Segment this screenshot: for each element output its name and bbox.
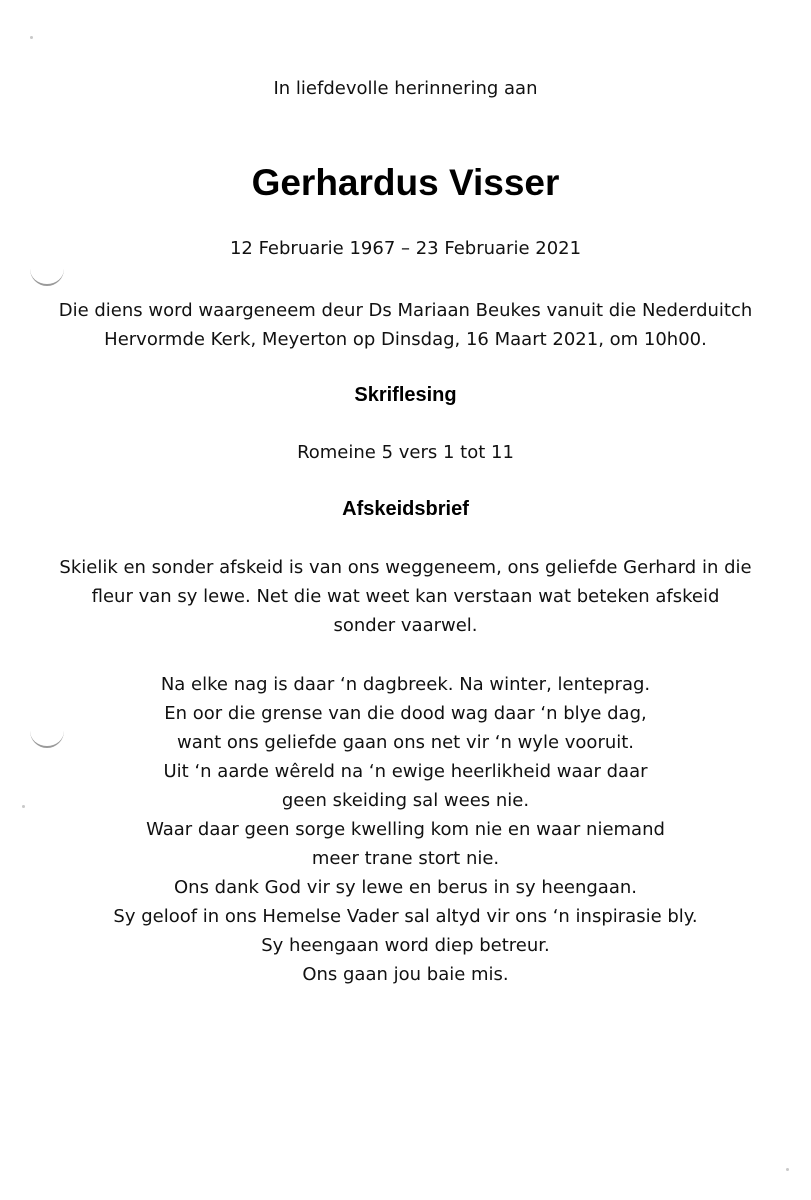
poem-line: Ons gaan jou baie mis.	[302, 964, 509, 985]
poem-line: Uit ‘n aarde wêreld na ‘n ewige heerlikheid waar daar	[163, 761, 648, 782]
service-line: Hervormde Kerk, Meyerton op Dinsdag, 16 Maart 2021, om 10h00.	[104, 329, 707, 350]
scan-speck	[30, 36, 33, 39]
intro-text: In liefdevolle herinnering aan	[273, 78, 538, 99]
life-dates: 12 Februarie 1967 – 23 Februarie 2021	[229, 238, 582, 259]
poem-line: Sy geloof in ons Hemelse Vader sal altyd vir ons ‘n inspirasie bly.	[113, 906, 698, 927]
farewell-heading: Afskeidsbrief	[342, 498, 469, 520]
scripture-heading: Skriflesing	[354, 384, 457, 406]
service-line: Die diens word waargeneem deur Ds Mariaan Beukes vanuit die Nederduitch	[58, 300, 753, 321]
poem-line: geen skeiding sal wees nie.	[281, 790, 530, 811]
punch-hole	[30, 262, 64, 286]
service-details	[0, 296, 811, 354]
letter-line: Skielik en sonder afskeid is van ons weggeneem, ons geliefde Gerhard in die	[59, 557, 752, 578]
deceased-name: Gerhardus Visser	[251, 162, 560, 203]
poem-line: Ons dank God vir sy lewe en berus in sy heengaan.	[174, 877, 637, 898]
letter-line: fleur van sy lewe. Net die wat weet kan verstaan wat beteken afskeid	[91, 586, 720, 607]
poem-line: meer trane stort nie.	[311, 848, 500, 869]
poem-line: want ons geliefde gaan ons net vir ‘n wyle vooruit.	[176, 732, 635, 753]
poem-line: En oor die grense van die dood wag daar ‘n blye dag,	[164, 703, 647, 724]
poem-line: Sy heengaan word diep betreur.	[261, 935, 550, 956]
letter-line: sonder vaarwel.	[333, 615, 478, 636]
farewell-letter	[0, 553, 811, 640]
farewell-poem	[0, 670, 811, 989]
poem-line: Na elke nag is daar ‘n dagbreek. Na winter, lenteprag.	[160, 674, 651, 695]
scripture-reading: Romeine 5 vers 1 tot 11	[297, 442, 514, 463]
poem-line: Waar daar geen sorge kwelling kom nie en waar niemand	[146, 819, 665, 840]
scan-speck	[786, 1168, 789, 1171]
